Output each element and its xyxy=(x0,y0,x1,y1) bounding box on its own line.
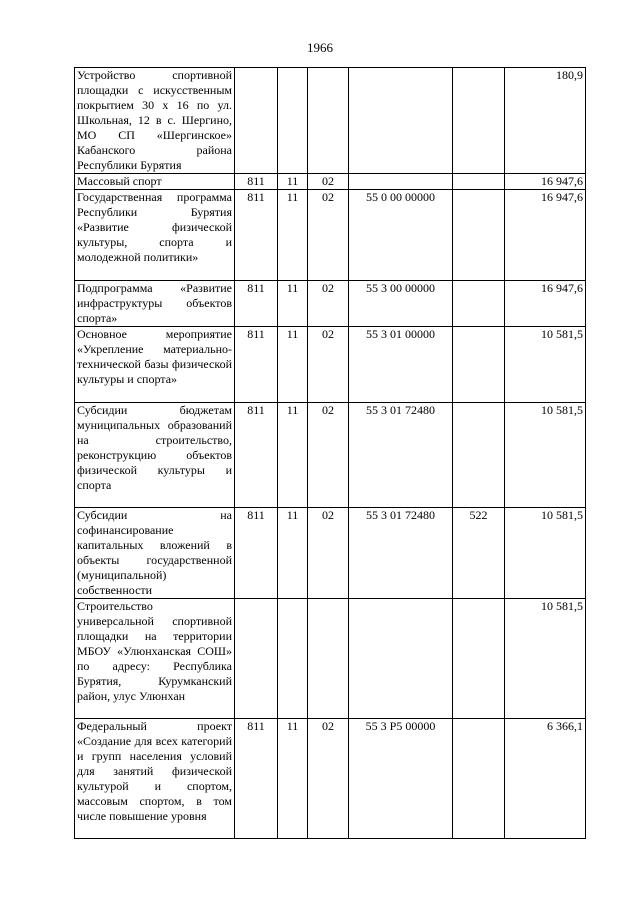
table-row xyxy=(75,281,586,327)
row-expense-type xyxy=(453,327,505,403)
budget-table-body xyxy=(75,68,586,839)
row-subsection xyxy=(308,68,349,174)
row-name: Субсидии на софинансирование капитальных вложений в объекты государственной (муниципальной) собственности xyxy=(75,508,235,599)
row-section: 11 xyxy=(278,174,308,190)
table-row xyxy=(75,327,586,403)
table-row xyxy=(75,719,586,839)
row-target-article: 55 3 01 72480 xyxy=(349,403,453,508)
row-name: Федеральный проект «Создание для всех категорий и групп населения условий для занятий физической культурой и спортом, массовым спортом, в том числе повышение уровня xyxy=(75,719,235,839)
row-amount: 16 947,6 xyxy=(505,190,586,281)
row-subsection: 02 xyxy=(308,327,349,403)
table-row xyxy=(75,599,586,719)
row-subsection: 02 xyxy=(308,281,349,327)
row-grbs: 811 xyxy=(235,508,278,599)
row-expense-type xyxy=(453,719,505,839)
row-subsection: 02 xyxy=(308,190,349,281)
row-subsection xyxy=(308,599,349,719)
row-amount: 16 947,6 xyxy=(505,174,586,190)
row-grbs: 811 xyxy=(235,190,278,281)
table-row xyxy=(75,68,586,174)
row-section: 11 xyxy=(278,403,308,508)
row-name: Основное мероприятие «Укрепление материально-технической базы физической культуры и спорта» xyxy=(75,327,235,403)
row-section: 11 xyxy=(278,327,308,403)
row-name: Строительство универсальной спортивной площадки на территории МБОУ «Улюнханская СОШ» по адресу: Республика Бурятия, Курумканский район, улус Улюнхан xyxy=(75,599,235,719)
page-number: 1966 xyxy=(307,40,333,55)
row-target-article xyxy=(349,68,453,174)
row-subsection: 02 xyxy=(308,719,349,839)
table-row xyxy=(75,174,586,190)
table-row xyxy=(75,508,586,599)
row-section: 11 xyxy=(278,281,308,327)
row-subsection: 02 xyxy=(308,403,349,508)
row-expense-type xyxy=(453,68,505,174)
row-target-article xyxy=(349,174,453,190)
row-name: Подпрограмма «Развитие инфраструктуры объектов спорта» xyxy=(75,281,235,327)
row-section xyxy=(278,599,308,719)
row-amount: 10 581,5 xyxy=(505,327,586,403)
row-subsection: 02 xyxy=(308,508,349,599)
row-target-article xyxy=(349,599,453,719)
row-expense-type xyxy=(453,281,505,327)
row-grbs: 811 xyxy=(235,327,278,403)
row-expense-type xyxy=(453,403,505,508)
row-amount: 10 581,5 xyxy=(505,599,586,719)
row-expense-type xyxy=(453,174,505,190)
row-grbs: 811 xyxy=(235,174,278,190)
row-target-article: 55 3 00 00000 xyxy=(349,281,453,327)
row-grbs xyxy=(235,68,278,174)
row-target-article: 55 0 00 00000 xyxy=(349,190,453,281)
row-name: Субсидии бюджетам муниципальных образований на строительство, реконструкцию объектов физической культуры и спорта xyxy=(75,403,235,508)
row-name: Устройство спортивной площадки с искусственным покрытием 30 х 16 по ул. Школьная, 12 в с. Шергино, МО СП «Шергинское» Кабанского района Республики Бурятия xyxy=(75,68,235,174)
row-section: 11 xyxy=(278,190,308,281)
row-section: 11 xyxy=(278,719,308,839)
row-amount: 10 581,5 xyxy=(505,403,586,508)
row-amount: 180,9 xyxy=(505,68,586,174)
row-name: Массовый спорт xyxy=(75,174,235,190)
row-section xyxy=(278,68,308,174)
row-expense-type: 522 xyxy=(453,508,505,599)
row-grbs: 811 xyxy=(235,403,278,508)
row-grbs: 811 xyxy=(235,281,278,327)
row-amount: 6 366,1 xyxy=(505,719,586,839)
row-section: 11 xyxy=(278,508,308,599)
row-amount: 10 581,5 xyxy=(505,508,586,599)
row-target-article: 55 3 01 00000 xyxy=(349,327,453,403)
row-grbs xyxy=(235,599,278,719)
row-name: Государственная программа Республики Бурятия «Развитие физической культуры, спорта и молодежной политики» xyxy=(75,190,235,281)
table-row xyxy=(75,403,586,508)
row-target-article: 55 3 P5 00000 xyxy=(349,719,453,839)
row-subsection: 02 xyxy=(308,174,349,190)
budget-table xyxy=(74,67,586,839)
row-expense-type xyxy=(453,599,505,719)
row-expense-type xyxy=(453,190,505,281)
row-grbs: 811 xyxy=(235,719,278,839)
table-row xyxy=(75,190,586,281)
row-target-article: 55 3 01 72480 xyxy=(349,508,453,599)
row-amount: 16 947,6 xyxy=(505,281,586,327)
